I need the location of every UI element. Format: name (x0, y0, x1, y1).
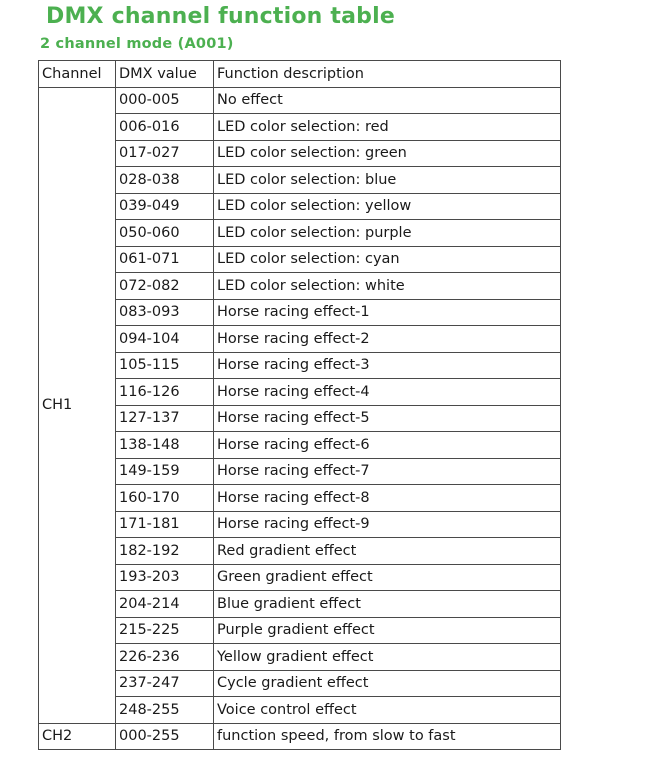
function-description-cell: Horse racing effect-2 (214, 326, 561, 353)
header-function-description: Function description (214, 61, 561, 88)
channel-cell: CH1 (39, 87, 116, 723)
dmx-value-cell: 116-126 (116, 379, 214, 406)
table-row (39, 326, 561, 353)
table-row (39, 379, 561, 406)
mode-subtitle: 2 channel mode (A001) (40, 36, 234, 52)
function-description-cell: function speed, from slow to fast (214, 723, 561, 750)
dmx-value-cell: 028-038 (116, 167, 214, 194)
table-body (39, 87, 561, 750)
dmx-value-cell: 237-247 (116, 670, 214, 697)
function-description-cell: Yellow gradient effect (214, 644, 561, 671)
header-channel: Channel (39, 61, 116, 88)
function-description-cell: No effect (214, 87, 561, 114)
dmx-value-cell: 127-137 (116, 405, 214, 432)
function-description-cell: Horse racing effect-3 (214, 352, 561, 379)
function-description-cell: Horse racing effect-1 (214, 299, 561, 326)
dmx-value-cell: 138-148 (116, 432, 214, 459)
dmx-value-cell: 061-071 (116, 246, 214, 273)
table-header-row (39, 61, 561, 88)
table-row (39, 432, 561, 459)
table-row (39, 246, 561, 273)
table-row (39, 458, 561, 485)
dmx-value-cell: 248-255 (116, 697, 214, 724)
table-row (39, 485, 561, 512)
channel-cell: CH2 (39, 723, 116, 750)
header-dmx-value: DMX value (116, 61, 214, 88)
dmx-value-cell: 215-225 (116, 617, 214, 644)
table-row (39, 617, 561, 644)
function-description-cell: Horse racing effect-9 (214, 511, 561, 538)
dmx-value-cell: 083-093 (116, 299, 214, 326)
function-description-cell: Red gradient effect (214, 538, 561, 565)
function-description-cell: Blue gradient effect (214, 591, 561, 618)
function-description-cell: LED color selection: white (214, 273, 561, 300)
dmx-value-cell: 171-181 (116, 511, 214, 538)
table-row (39, 114, 561, 141)
dmx-value-cell: 160-170 (116, 485, 214, 512)
table-row (39, 140, 561, 167)
function-description-cell: Horse racing effect-7 (214, 458, 561, 485)
dmx-value-cell: 193-203 (116, 564, 214, 591)
table-row (39, 564, 561, 591)
function-description-cell: LED color selection: cyan (214, 246, 561, 273)
table-row (39, 193, 561, 220)
dmx-value-cell: 182-192 (116, 538, 214, 565)
dmx-value-cell: 149-159 (116, 458, 214, 485)
table-row (39, 538, 561, 565)
table-row (39, 273, 561, 300)
table-row (39, 670, 561, 697)
table-row (39, 167, 561, 194)
table-row (39, 591, 561, 618)
dmx-function-table (38, 60, 561, 750)
table-row (39, 87, 561, 114)
function-description-cell: Horse racing effect-6 (214, 432, 561, 459)
dmx-value-cell: 000-005 (116, 87, 214, 114)
table-row (39, 511, 561, 538)
dmx-value-cell: 017-027 (116, 140, 214, 167)
dmx-value-cell: 039-049 (116, 193, 214, 220)
table-row (39, 220, 561, 247)
function-description-cell: Horse racing effect-4 (214, 379, 561, 406)
dmx-value-cell: 000-255 (116, 723, 214, 750)
table-row (39, 352, 561, 379)
function-description-cell: Horse racing effect-5 (214, 405, 561, 432)
dmx-value-cell: 226-236 (116, 644, 214, 671)
function-description-cell: Horse racing effect-8 (214, 485, 561, 512)
dmx-value-cell: 094-104 (116, 326, 214, 353)
function-description-cell: Green gradient effect (214, 564, 561, 591)
function-description-cell: Voice control effect (214, 697, 561, 724)
table-row (39, 697, 561, 724)
document-title: DMX channel function table (46, 4, 395, 29)
dmx-value-cell: 050-060 (116, 220, 214, 247)
table-row (39, 405, 561, 432)
function-description-cell: Purple gradient effect (214, 617, 561, 644)
table-row (39, 644, 561, 671)
function-description-cell: LED color selection: purple (214, 220, 561, 247)
function-description-cell: LED color selection: yellow (214, 193, 561, 220)
dmx-value-cell: 006-016 (116, 114, 214, 141)
dmx-value-cell: 072-082 (116, 273, 214, 300)
function-description-cell: LED color selection: blue (214, 167, 561, 194)
function-description-cell: LED color selection: green (214, 140, 561, 167)
function-description-cell: LED color selection: red (214, 114, 561, 141)
table-row (39, 299, 561, 326)
table-row (39, 723, 561, 750)
function-description-cell: Cycle gradient effect (214, 670, 561, 697)
dmx-value-cell: 105-115 (116, 352, 214, 379)
dmx-value-cell: 204-214 (116, 591, 214, 618)
